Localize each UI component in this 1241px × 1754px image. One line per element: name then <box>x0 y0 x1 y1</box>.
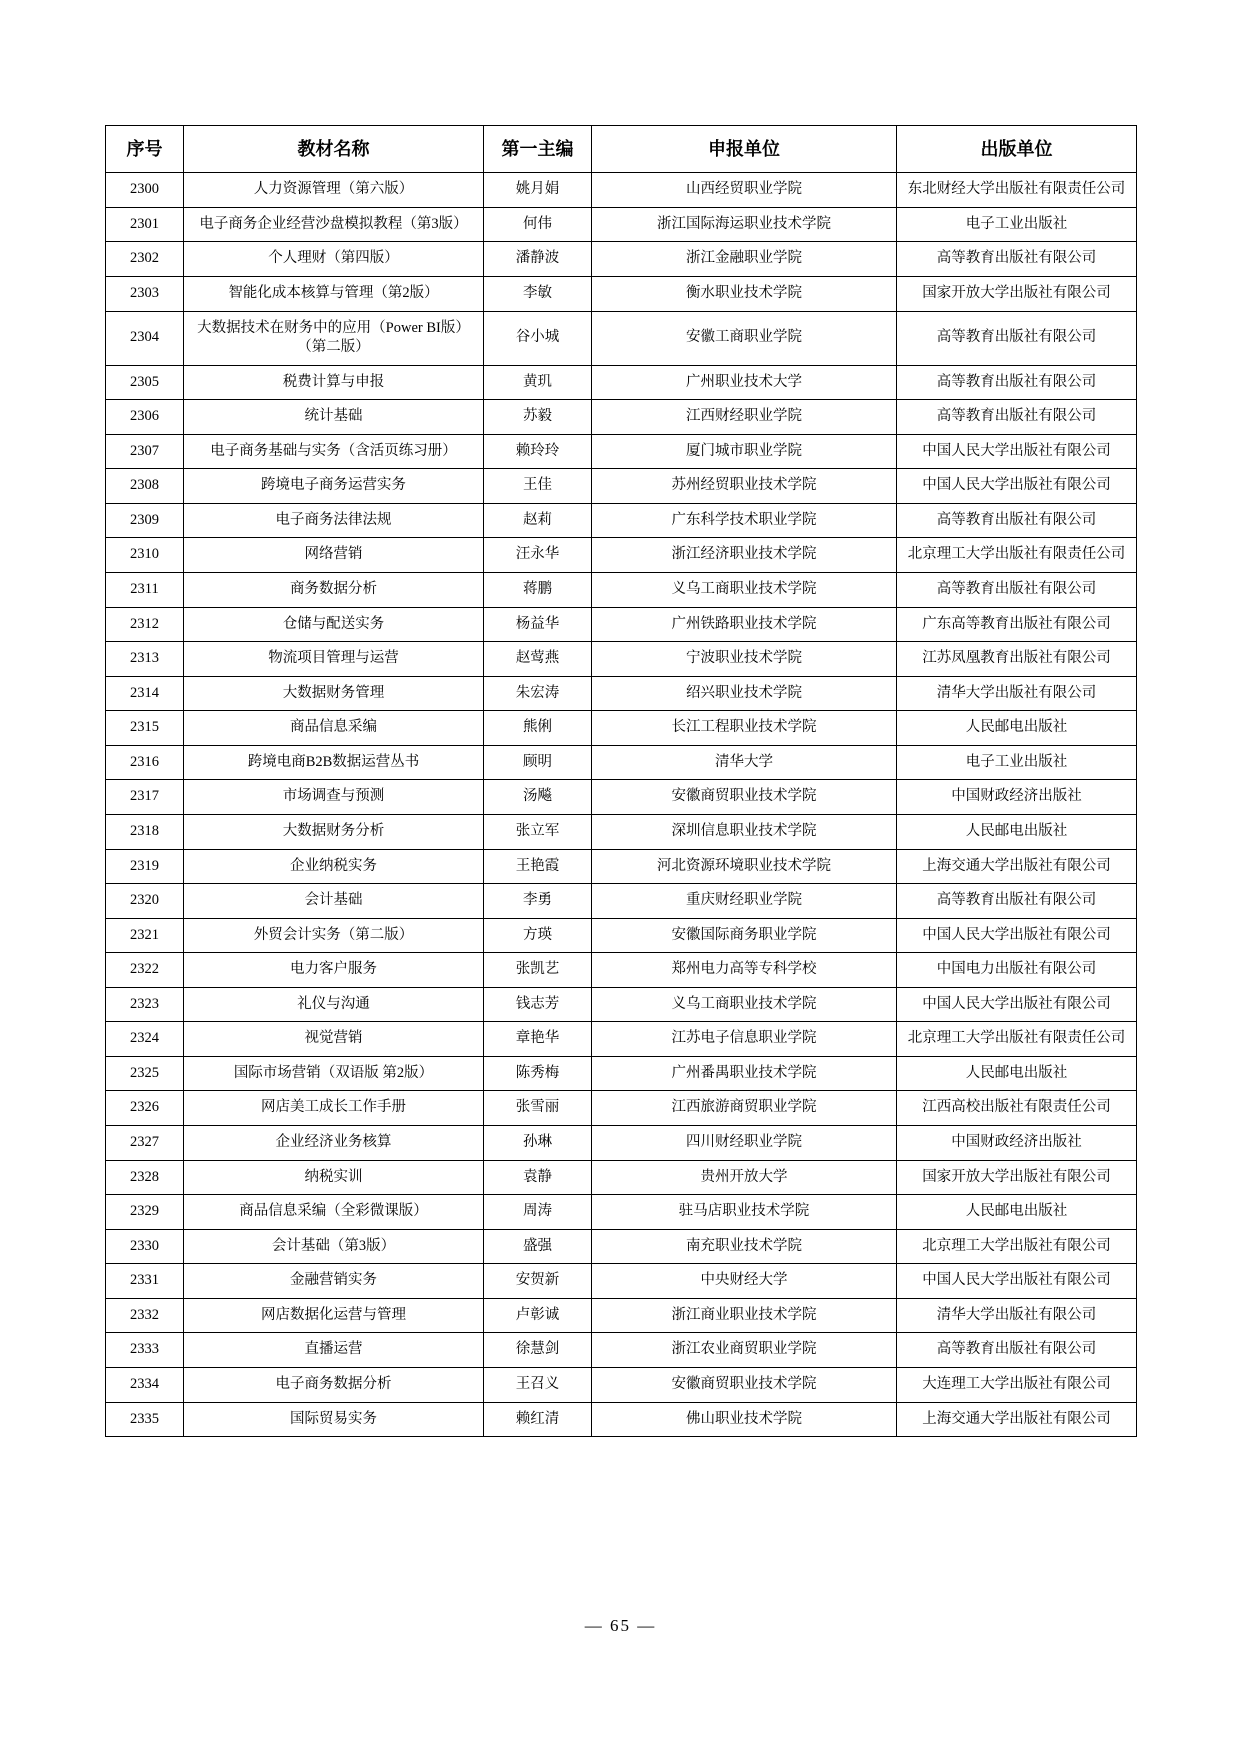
cell-applicant-unit: 江苏电子信息职业学院 <box>592 1022 897 1057</box>
cell-no: 2322 <box>106 953 184 988</box>
cell-textbook-name: 仓储与配送实务 <box>184 607 484 642</box>
cell-chief-editor: 赖红清 <box>484 1402 592 1437</box>
column-header-applicant-unit: 申报单位 <box>592 126 897 173</box>
cell-publisher: 电子工业出版社 <box>897 207 1137 242</box>
cell-chief-editor: 张凯艺 <box>484 953 592 988</box>
cell-textbook-name: 大数据技术在财务中的应用（Power BI版）（第二版） <box>184 311 484 365</box>
table-row <box>106 1229 1137 1264</box>
cell-publisher: 中国人民大学出版社有限公司 <box>897 469 1137 504</box>
cell-textbook-name: 电子商务基础与实务（含活页练习册） <box>184 434 484 469</box>
cell-no: 2320 <box>106 884 184 919</box>
cell-chief-editor: 姚月娟 <box>484 173 592 208</box>
cell-no: 2316 <box>106 745 184 780</box>
cell-applicant-unit: 浙江经济职业技术学院 <box>592 538 897 573</box>
cell-textbook-name: 电子商务数据分析 <box>184 1367 484 1402</box>
cell-publisher: 东北财经大学出版社有限责任公司 <box>897 173 1137 208</box>
cell-applicant-unit: 广东科学技术职业学院 <box>592 503 897 538</box>
table-row <box>106 503 1137 538</box>
cell-textbook-name: 市场调查与预测 <box>184 780 484 815</box>
cell-applicant-unit: 浙江国际海运职业技术学院 <box>592 207 897 242</box>
cell-applicant-unit: 河北资源环境职业技术学院 <box>592 849 897 884</box>
cell-no: 2317 <box>106 780 184 815</box>
table-row <box>106 1264 1137 1299</box>
table-row <box>106 469 1137 504</box>
cell-applicant-unit: 安徽国际商务职业学院 <box>592 918 897 953</box>
cell-no: 2302 <box>106 242 184 277</box>
cell-no: 2326 <box>106 1091 184 1126</box>
cell-chief-editor: 赵莺燕 <box>484 642 592 677</box>
cell-publisher: 中国人民大学出版社有限公司 <box>897 434 1137 469</box>
table-row <box>106 849 1137 884</box>
cell-no: 2321 <box>106 918 184 953</box>
cell-publisher: 中国人民大学出版社有限公司 <box>897 918 1137 953</box>
cell-publisher: 人民邮电出版社 <box>897 1056 1137 1091</box>
cell-textbook-name: 视觉营销 <box>184 1022 484 1057</box>
cell-publisher: 高等教育出版社有限公司 <box>897 242 1137 277</box>
cell-no: 2334 <box>106 1367 184 1402</box>
table-row <box>106 242 1137 277</box>
table-row <box>106 1022 1137 1057</box>
cell-no: 2305 <box>106 365 184 400</box>
table-row <box>106 953 1137 988</box>
table-row <box>106 1333 1137 1368</box>
table-row <box>106 1367 1137 1402</box>
cell-textbook-name: 纳税实训 <box>184 1160 484 1195</box>
cell-applicant-unit: 苏州经贸职业技术学院 <box>592 469 897 504</box>
cell-no: 2332 <box>106 1298 184 1333</box>
cell-textbook-name: 商务数据分析 <box>184 573 484 608</box>
cell-textbook-name: 会计基础 <box>184 884 484 919</box>
cell-applicant-unit: 山西经贸职业学院 <box>592 173 897 208</box>
cell-applicant-unit: 南充职业技术学院 <box>592 1229 897 1264</box>
cell-applicant-unit: 厦门城市职业学院 <box>592 434 897 469</box>
cell-no: 2328 <box>106 1160 184 1195</box>
cell-chief-editor: 何伟 <box>484 207 592 242</box>
cell-applicant-unit: 义乌工商职业技术学院 <box>592 987 897 1022</box>
cell-applicant-unit: 义乌工商职业技术学院 <box>592 573 897 608</box>
cell-applicant-unit: 浙江商业职业技术学院 <box>592 1298 897 1333</box>
cell-applicant-unit: 安徽工商职业学院 <box>592 311 897 365</box>
cell-applicant-unit: 绍兴职业技术学院 <box>592 676 897 711</box>
cell-applicant-unit: 宁波职业技术学院 <box>592 642 897 677</box>
column-header-no: 序号 <box>106 126 184 173</box>
table-row <box>106 642 1137 677</box>
table-row <box>106 434 1137 469</box>
cell-chief-editor: 朱宏涛 <box>484 676 592 711</box>
cell-no: 2311 <box>106 573 184 608</box>
cell-no: 2307 <box>106 434 184 469</box>
cell-chief-editor: 卢彰诚 <box>484 1298 592 1333</box>
table-row <box>106 1195 1137 1230</box>
cell-textbook-name: 物流项目管理与运营 <box>184 642 484 677</box>
cell-no: 2323 <box>106 987 184 1022</box>
table-row <box>106 1091 1137 1126</box>
cell-textbook-name: 会计基础（第3版） <box>184 1229 484 1264</box>
cell-textbook-name: 人力资源管理（第六版） <box>184 173 484 208</box>
cell-publisher: 江西高校出版社有限责任公司 <box>897 1091 1137 1126</box>
cell-publisher: 高等教育出版社有限公司 <box>897 365 1137 400</box>
cell-no: 2308 <box>106 469 184 504</box>
cell-no: 2335 <box>106 1402 184 1437</box>
cell-textbook-name: 大数据财务分析 <box>184 814 484 849</box>
table-row <box>106 400 1137 435</box>
cell-publisher: 北京理工大学出版社有限责任公司 <box>897 538 1137 573</box>
table-row <box>106 607 1137 642</box>
cell-chief-editor: 钱志芳 <box>484 987 592 1022</box>
cell-publisher: 上海交通大学出版社有限公司 <box>897 1402 1137 1437</box>
cell-textbook-name: 跨境电商B2B数据运营丛书 <box>184 745 484 780</box>
table-row <box>106 814 1137 849</box>
cell-applicant-unit: 长江工程职业技术学院 <box>592 711 897 746</box>
cell-applicant-unit: 浙江农业商贸职业学院 <box>592 1333 897 1368</box>
cell-applicant-unit: 深圳信息职业技术学院 <box>592 814 897 849</box>
table-body <box>106 173 1137 1437</box>
cell-publisher: 大连理工大学出版社有限公司 <box>897 1367 1137 1402</box>
cell-publisher: 中国财政经济出版社 <box>897 780 1137 815</box>
cell-chief-editor: 顾明 <box>484 745 592 780</box>
cell-textbook-name: 金融营销实务 <box>184 1264 484 1299</box>
cell-applicant-unit: 衡水职业技术学院 <box>592 276 897 311</box>
table-row <box>106 573 1137 608</box>
cell-textbook-name: 大数据财务管理 <box>184 676 484 711</box>
cell-chief-editor: 赖玲玲 <box>484 434 592 469</box>
table-row <box>106 1160 1137 1195</box>
textbook-catalog-table <box>105 125 1137 1437</box>
cell-publisher: 高等教育出版社有限公司 <box>897 1333 1137 1368</box>
cell-applicant-unit: 安徽商贸职业技术学院 <box>592 1367 897 1402</box>
cell-publisher: 高等教育出版社有限公司 <box>897 400 1137 435</box>
table-row <box>106 1126 1137 1161</box>
column-header-publisher: 出版单位 <box>897 126 1137 173</box>
cell-publisher: 中国电力出版社有限公司 <box>897 953 1137 988</box>
cell-applicant-unit: 郑州电力高等专科学校 <box>592 953 897 988</box>
cell-publisher: 国家开放大学出版社有限公司 <box>897 1160 1137 1195</box>
cell-publisher: 电子工业出版社 <box>897 745 1137 780</box>
cell-applicant-unit: 四川财经职业学院 <box>592 1126 897 1161</box>
cell-no: 2309 <box>106 503 184 538</box>
table-row <box>106 918 1137 953</box>
cell-publisher: 人民邮电出版社 <box>897 1195 1137 1230</box>
cell-publisher: 广东高等教育出版社有限公司 <box>897 607 1137 642</box>
cell-no: 2331 <box>106 1264 184 1299</box>
cell-chief-editor: 盛强 <box>484 1229 592 1264</box>
cell-applicant-unit: 佛山职业技术学院 <box>592 1402 897 1437</box>
table-row <box>106 676 1137 711</box>
cell-textbook-name: 智能化成本核算与管理（第2版） <box>184 276 484 311</box>
cell-no: 2303 <box>106 276 184 311</box>
cell-applicant-unit: 江西旅游商贸职业学院 <box>592 1091 897 1126</box>
cell-textbook-name: 网店数据化运营与管理 <box>184 1298 484 1333</box>
table-row <box>106 1298 1137 1333</box>
cell-chief-editor: 徐慧剑 <box>484 1333 592 1368</box>
table-row <box>106 711 1137 746</box>
cell-chief-editor: 黄玑 <box>484 365 592 400</box>
cell-publisher: 上海交通大学出版社有限公司 <box>897 849 1137 884</box>
cell-chief-editor: 熊俐 <box>484 711 592 746</box>
cell-publisher: 北京理工大学出版社有限责任公司 <box>897 1022 1137 1057</box>
cell-textbook-name: 个人理财（第四版） <box>184 242 484 277</box>
cell-chief-editor: 潘静波 <box>484 242 592 277</box>
table-row <box>106 173 1137 208</box>
cell-no: 2325 <box>106 1056 184 1091</box>
cell-no: 2327 <box>106 1126 184 1161</box>
cell-textbook-name: 跨境电子商务运营实务 <box>184 469 484 504</box>
cell-chief-editor: 孙琳 <box>484 1126 592 1161</box>
cell-no: 2301 <box>106 207 184 242</box>
cell-no: 2333 <box>106 1333 184 1368</box>
table-row <box>106 538 1137 573</box>
cell-chief-editor: 李勇 <box>484 884 592 919</box>
cell-textbook-name: 电力客户服务 <box>184 953 484 988</box>
table-row <box>106 276 1137 311</box>
cell-chief-editor: 袁静 <box>484 1160 592 1195</box>
cell-chief-editor: 方瑛 <box>484 918 592 953</box>
cell-applicant-unit: 广州铁路职业技术学院 <box>592 607 897 642</box>
cell-applicant-unit: 广州职业技术大学 <box>592 365 897 400</box>
cell-chief-editor: 王召义 <box>484 1367 592 1402</box>
cell-textbook-name: 税费计算与申报 <box>184 365 484 400</box>
table-row <box>106 311 1137 365</box>
cell-publisher: 北京理工大学出版社有限公司 <box>897 1229 1137 1264</box>
cell-publisher: 清华大学出版社有限公司 <box>897 1298 1137 1333</box>
table-header <box>106 126 1137 173</box>
cell-chief-editor: 章艳华 <box>484 1022 592 1057</box>
cell-publisher: 高等教育出版社有限公司 <box>897 573 1137 608</box>
cell-publisher: 中国人民大学出版社有限公司 <box>897 1264 1137 1299</box>
cell-chief-editor: 汪永华 <box>484 538 592 573</box>
page-number: — 65 — <box>584 1616 657 1635</box>
cell-publisher: 中国财政经济出版社 <box>897 1126 1137 1161</box>
cell-publisher: 高等教育出版社有限公司 <box>897 311 1137 365</box>
table-row <box>106 365 1137 400</box>
cell-chief-editor: 周涛 <box>484 1195 592 1230</box>
cell-publisher: 清华大学出版社有限公司 <box>897 676 1137 711</box>
table-row <box>106 1056 1137 1091</box>
cell-applicant-unit: 中央财经大学 <box>592 1264 897 1299</box>
column-header-chief-editor: 第一主编 <box>484 126 592 173</box>
table-row <box>106 1402 1137 1437</box>
cell-chief-editor: 汤飚 <box>484 780 592 815</box>
cell-no: 2318 <box>106 814 184 849</box>
cell-chief-editor: 陈秀梅 <box>484 1056 592 1091</box>
cell-chief-editor: 赵莉 <box>484 503 592 538</box>
column-header-textbook-name: 教材名称 <box>184 126 484 173</box>
cell-no: 2300 <box>106 173 184 208</box>
table-row <box>106 884 1137 919</box>
cell-textbook-name: 商品信息采编（全彩微课版） <box>184 1195 484 1230</box>
cell-chief-editor: 蒋鹏 <box>484 573 592 608</box>
cell-textbook-name: 网络营销 <box>184 538 484 573</box>
cell-applicant-unit: 广州番禺职业技术学院 <box>592 1056 897 1091</box>
cell-chief-editor: 王艳霞 <box>484 849 592 884</box>
cell-applicant-unit: 贵州开放大学 <box>592 1160 897 1195</box>
cell-no: 2324 <box>106 1022 184 1057</box>
cell-chief-editor: 苏毅 <box>484 400 592 435</box>
cell-textbook-name: 外贸会计实务（第二版） <box>184 918 484 953</box>
table-row <box>106 207 1137 242</box>
cell-publisher: 国家开放大学出版社有限公司 <box>897 276 1137 311</box>
cell-no: 2304 <box>106 311 184 365</box>
cell-no: 2306 <box>106 400 184 435</box>
cell-textbook-name: 统计基础 <box>184 400 484 435</box>
cell-textbook-name: 礼仪与沟通 <box>184 987 484 1022</box>
cell-applicant-unit: 江西财经职业学院 <box>592 400 897 435</box>
cell-applicant-unit: 驻马店职业技术学院 <box>592 1195 897 1230</box>
cell-no: 2315 <box>106 711 184 746</box>
cell-chief-editor: 谷小城 <box>484 311 592 365</box>
table-row <box>106 780 1137 815</box>
cell-publisher: 江苏凤凰教育出版社有限公司 <box>897 642 1137 677</box>
cell-no: 2310 <box>106 538 184 573</box>
cell-applicant-unit: 重庆财经职业学院 <box>592 884 897 919</box>
cell-chief-editor: 张立军 <box>484 814 592 849</box>
cell-no: 2314 <box>106 676 184 711</box>
cell-chief-editor: 王佳 <box>484 469 592 504</box>
cell-applicant-unit: 安徽商贸职业技术学院 <box>592 780 897 815</box>
table-row <box>106 745 1137 780</box>
cell-no: 2319 <box>106 849 184 884</box>
cell-applicant-unit: 清华大学 <box>592 745 897 780</box>
cell-applicant-unit: 浙江金融职业学院 <box>592 242 897 277</box>
cell-chief-editor: 安贺新 <box>484 1264 592 1299</box>
cell-publisher: 人民邮电出版社 <box>897 814 1137 849</box>
cell-textbook-name: 直播运营 <box>184 1333 484 1368</box>
table-header-row <box>106 126 1137 173</box>
cell-textbook-name: 企业经济业务核算 <box>184 1126 484 1161</box>
table-row <box>106 987 1137 1022</box>
cell-textbook-name: 商品信息采编 <box>184 711 484 746</box>
cell-textbook-name: 国际贸易实务 <box>184 1402 484 1437</box>
cell-no: 2330 <box>106 1229 184 1264</box>
cell-textbook-name: 网店美工成长工作手册 <box>184 1091 484 1126</box>
cell-textbook-name: 电子商务法律法规 <box>184 503 484 538</box>
cell-chief-editor: 李敏 <box>484 276 592 311</box>
cell-chief-editor: 张雪丽 <box>484 1091 592 1126</box>
cell-publisher: 人民邮电出版社 <box>897 711 1137 746</box>
cell-publisher: 高等教育出版社有限公司 <box>897 503 1137 538</box>
cell-no: 2312 <box>106 607 184 642</box>
cell-chief-editor: 杨益华 <box>484 607 592 642</box>
cell-textbook-name: 企业纳税实务 <box>184 849 484 884</box>
cell-no: 2329 <box>106 1195 184 1230</box>
cell-publisher: 高等教育出版社有限公司 <box>897 884 1137 919</box>
cell-no: 2313 <box>106 642 184 677</box>
cell-textbook-name: 电子商务企业经营沙盘模拟教程（第3版） <box>184 207 484 242</box>
cell-textbook-name: 国际市场营销（双语版 第2版） <box>184 1056 484 1091</box>
cell-publisher: 中国人民大学出版社有限公司 <box>897 987 1137 1022</box>
